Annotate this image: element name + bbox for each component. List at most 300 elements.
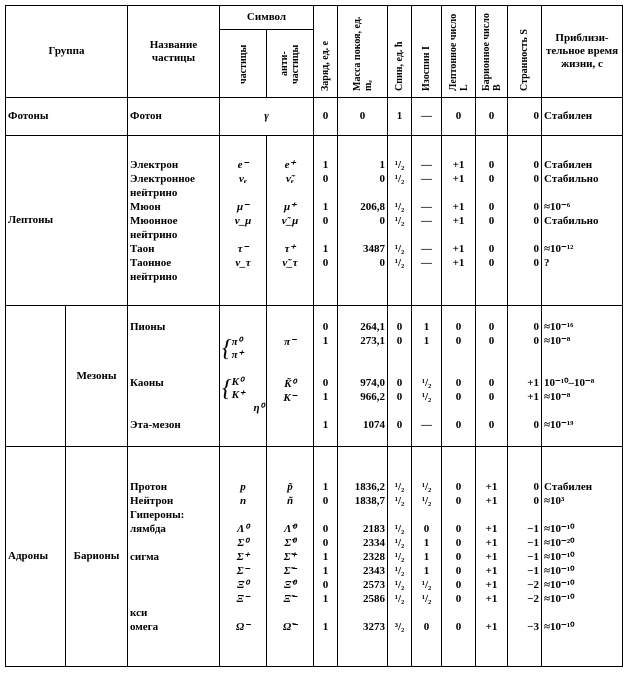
lepton-strangeness-value: 0 <box>533 242 540 255</box>
lepton-name: нейтрино <box>130 186 178 199</box>
baryon-isospin: ¹/₂ <box>421 592 432 605</box>
lepton-names <box>128 136 220 306</box>
baryon-charge <box>316 508 335 522</box>
lepton-charge: 0 <box>322 172 329 185</box>
kminus-symbol: K⁻ <box>283 392 297 404</box>
meson-isospin: 1 <box>423 335 430 347</box>
meson-spin: 0 <box>396 391 403 403</box>
meson-charge: 0 <box>322 321 329 333</box>
baryon-mass: 2573 <box>363 578 386 591</box>
lepton-particle-symbol <box>222 228 264 242</box>
meson-charge: 0 <box>322 377 329 389</box>
lepton-charge <box>316 228 335 242</box>
baryon-strangeness-value <box>510 606 539 620</box>
lepton-charge: 1 <box>322 242 329 255</box>
lepton-lepton-number <box>444 270 473 284</box>
lepton-name: Электронное <box>130 172 195 185</box>
baryon-baryon-number: +1 <box>485 550 498 563</box>
lepton-charge: 0 <box>322 256 329 269</box>
lepton-isospin: — <box>421 172 433 185</box>
eta-symbol: η⁰ <box>253 402 264 414</box>
lepton-particles <box>220 136 267 306</box>
baryon-baryon-number: +1 <box>485 592 498 605</box>
baryon-baryon-number: +1 <box>485 494 498 507</box>
header-isospin: Изоспин I <box>412 6 442 98</box>
meson-strangeness-value: 0 <box>533 419 540 431</box>
lepton-masses <box>338 136 388 306</box>
lepton-spin: ¹/₂ <box>394 172 405 185</box>
lepton-baryon-number: 0 <box>488 158 495 171</box>
baryon-baryon-number: +1 <box>485 522 498 535</box>
lepton-antiparticle-symbol: ν̃ₑ <box>286 172 294 185</box>
baryon-antiparticle-symbol: p̃ <box>287 480 293 493</box>
baryon-lepton-number: 0 <box>455 522 462 535</box>
baryon-strangeness-value <box>510 508 539 522</box>
meson-name-pions: Пионы <box>130 321 166 333</box>
baryon-lifetime: ≈10³ <box>544 494 565 507</box>
baryon-strangeness <box>508 447 542 667</box>
baryon-name: лямбда <box>130 522 166 535</box>
lepton-baryon-number <box>478 270 505 284</box>
baryon-isospin: 0 <box>423 522 430 535</box>
lepton-spin: ¹/₂ <box>394 242 405 255</box>
lepton-strangeness-value: 0 <box>533 200 540 213</box>
lepton-baryon-numbers <box>476 136 508 306</box>
meson-lifetime: 10⁻¹⁰–10⁻⁸ <box>544 377 595 389</box>
lepton-lifetime: ? <box>544 256 550 269</box>
lepton-antiparticles <box>267 136 314 306</box>
photon-lepton: 0 <box>442 98 476 136</box>
lepton-name: Электрон <box>130 158 179 171</box>
lepton-name: Таонное <box>130 256 172 269</box>
baryon-baryon-number <box>478 606 505 620</box>
lepton-mass: 0 <box>379 256 386 269</box>
baryon-name: Протон <box>130 480 168 493</box>
meson-baryon-number: 0 <box>488 419 495 431</box>
baryon-lepton-number: 0 <box>455 578 462 591</box>
header-antiparticle: анти-частицы <box>267 30 314 98</box>
baryon-antiparticles <box>267 447 314 667</box>
meson-baryon-numbers <box>476 306 508 447</box>
lepton-lepton-number <box>444 228 473 242</box>
lepton-baryon-number: 0 <box>488 242 495 255</box>
lepton-baryon-number: 0 <box>488 200 495 213</box>
lepton-baryon-number: 0 <box>488 256 495 269</box>
baryon-charge: 1 <box>322 480 329 493</box>
baryon-name <box>130 592 217 606</box>
lepton-lepton-number: +1 <box>452 200 465 213</box>
baryon-baryon-number: +1 <box>485 536 498 549</box>
meson-names <box>128 306 220 447</box>
baryon-names <box>128 447 220 667</box>
baryon-spin: ¹/₂ <box>394 480 405 493</box>
lepton-antiparticle-symbol <box>269 270 311 284</box>
baryon-lepton-number <box>444 508 473 522</box>
lepton-name: Таон <box>130 242 155 255</box>
baryon-antiparticle-symbol: Σ̃⁺ <box>283 550 297 563</box>
baryon-strangeness-value: −2 <box>527 578 540 591</box>
baryon-isospin: 0 <box>423 620 430 633</box>
k0-anti-symbol: K̃⁰ <box>284 378 296 390</box>
lepton-strangeness-value <box>510 270 539 284</box>
lepton-lifetime: Стабильно <box>544 214 599 227</box>
photon-mass: 0 <box>338 98 388 136</box>
lepton-mass <box>340 228 385 242</box>
lepton-particle-symbol: μ⁻ <box>237 200 249 213</box>
header-symbol: Символ <box>220 6 314 30</box>
lepton-lifetime <box>544 186 620 200</box>
baryon-spin: ¹/₂ <box>394 536 405 549</box>
piplus-symbol: π⁺ <box>231 349 244 361</box>
lepton-spin: ¹/₂ <box>394 214 405 227</box>
lepton-charge: 0 <box>322 214 329 227</box>
header-lepton: Лептонное число L <box>442 6 476 98</box>
meson-isospin: 1 <box>423 321 430 333</box>
baryon-particle-symbol: Ω⁻ <box>235 620 250 633</box>
meson-strangeness-value: 0 <box>533 335 540 347</box>
meson-mass: 273,1 <box>360 335 386 347</box>
baryon-isospin: ¹/₂ <box>421 480 432 493</box>
lepton-charge: 1 <box>322 200 329 213</box>
lepton-particle-symbol: ν_μ <box>234 214 252 227</box>
meson-spin: 0 <box>396 377 403 389</box>
baryon-mass: 2328 <box>363 550 386 563</box>
baryon-mass <box>340 508 385 522</box>
lepton-isospin: — <box>421 242 433 255</box>
lepton-isospin <box>414 270 439 284</box>
lepton-particle-symbol: τ⁻ <box>237 242 249 255</box>
group-leptons: Лептоны <box>6 136 128 306</box>
baryon-lepton-number: 0 <box>455 592 462 605</box>
baryon-name: кси <box>130 606 148 619</box>
lepton-charge: 1 <box>322 158 329 171</box>
baryon-lifetime: ≈10⁻¹⁰ <box>544 564 575 577</box>
baryon-lifetime <box>544 508 620 522</box>
meson-charge: 1 <box>322 419 329 431</box>
baryon-name <box>130 536 217 550</box>
meson-lepton-number: 0 <box>455 321 462 333</box>
baryon-strangeness-value: 0 <box>533 494 540 507</box>
lepton-antiparticle-symbol: e⁺ <box>284 158 296 171</box>
group-adrons: Адроны <box>6 447 66 667</box>
baryon-spin: ¹/₂ <box>394 550 405 563</box>
photon-isospin: — <box>412 98 442 136</box>
lepton-name: Мюонное <box>130 214 178 227</box>
meson-spin: 0 <box>396 419 403 431</box>
meson-mass: 974,0 <box>360 377 386 389</box>
baryon-strangeness-value: −1 <box>527 536 540 549</box>
header-spin: Спин, ед. ħ <box>388 6 412 98</box>
baryon-particle-symbol: p <box>240 480 246 493</box>
header-strangeness: Странность S <box>508 6 542 98</box>
lepton-lepton-number: +1 <box>452 214 465 227</box>
meson-lepton-numbers <box>442 306 476 447</box>
pion-brace: { <box>222 336 232 362</box>
baryon-lepton-number: 0 <box>455 620 462 633</box>
lepton-lepton-number <box>444 186 473 200</box>
meson-lepton-number: 0 <box>455 391 462 403</box>
photon-baryon: 0 <box>476 98 508 136</box>
baryon-antiparticle-symbol: ñ <box>286 494 294 507</box>
baryon-isospins <box>412 447 442 667</box>
baryon-particle-symbol: Ξ⁻ <box>236 592 250 605</box>
meson-mass: 966,2 <box>360 391 386 403</box>
lepton-charge <box>316 186 335 200</box>
lepton-strangeness-value: 0 <box>533 158 540 171</box>
lepton-name: нейтрино <box>130 270 178 283</box>
baryon-antiparticle-symbol: Ω̃⁻ <box>283 620 298 633</box>
meson-lifetimes <box>542 306 623 447</box>
baryon-particles <box>220 447 267 667</box>
lepton-spin <box>390 186 409 200</box>
kaon-brace: { <box>222 376 232 402</box>
lepton-baryon-number <box>478 186 505 200</box>
lepton-lifetime: Стабильно <box>544 172 599 185</box>
lepton-baryon-number: 0 <box>488 172 495 185</box>
lepton-baryon-number: 0 <box>488 214 495 227</box>
lepton-strangeness-value: 0 <box>533 256 540 269</box>
baryon-lepton-number: 0 <box>455 550 462 563</box>
baryon-mass: 1838,7 <box>354 494 386 507</box>
lepton-lifetime: ≈10⁻⁶ <box>544 200 571 213</box>
baryon-particle-symbol: Σ⁺ <box>236 550 250 563</box>
meson-charges <box>314 306 338 447</box>
baryon-baryon-numbers <box>476 447 508 667</box>
meson-spin: 0 <box>396 321 403 333</box>
lepton-lepton-number: +1 <box>452 172 465 185</box>
baryon-lifetimes <box>542 447 623 667</box>
baryon-mass: 3273 <box>363 620 386 633</box>
baryon-lepton-numbers <box>442 447 476 667</box>
baryon-isospin: ¹/₂ <box>421 494 432 507</box>
particle-table <box>5 5 623 667</box>
baryon-spin: ¹/₂ <box>394 494 405 507</box>
baryon-mass: 2334 <box>363 536 386 549</box>
baryon-mass: 2586 <box>363 592 386 605</box>
lepton-isospin: — <box>421 256 433 269</box>
pi0-symbol: π⁰ <box>231 336 243 348</box>
baryon-charge: 0 <box>322 536 329 549</box>
lepton-spin: ¹/₂ <box>394 158 405 171</box>
group-baryons: Барионы <box>66 447 128 667</box>
baryon-antiparticle-symbol: Ξ̃⁰ <box>284 578 296 591</box>
header-lifetime: Приблизи-тельное время жизни, с <box>542 6 623 98</box>
photon-name: Фотон <box>128 98 220 136</box>
meson-spins <box>388 306 412 447</box>
baryon-lifetime: ≈10⁻¹⁰ <box>544 522 575 535</box>
baryon-charges <box>314 447 338 667</box>
photon-symbol: γ <box>220 98 314 136</box>
lepton-mass: 1 <box>379 158 386 171</box>
baryon-isospin <box>414 508 439 522</box>
baryon-name: сигма <box>130 550 159 563</box>
baryon-strangeness-value: −3 <box>527 620 540 633</box>
baryon-strangeness-value: −1 <box>527 522 540 535</box>
meson-name-eta: Эта-мезон <box>130 419 181 431</box>
lepton-spin <box>390 270 409 284</box>
header-name: Название частицы <box>128 6 220 98</box>
baryon-charge <box>316 606 335 620</box>
baryon-baryon-number <box>478 508 505 522</box>
baryon-strangeness-value: −2 <box>527 592 540 605</box>
meson-particles <box>220 306 267 447</box>
baryon-charge: 1 <box>322 620 329 633</box>
lepton-antiparticle-symbol: μ⁺ <box>284 200 296 213</box>
baryon-name: Нейтрон <box>130 494 174 507</box>
lepton-particle-symbol: νₑ <box>239 172 247 185</box>
meson-strangeness <box>508 306 542 447</box>
baryon-name: Гипероны: <box>130 508 185 521</box>
baryon-strangeness-value: −1 <box>527 550 540 563</box>
lepton-mass <box>340 186 385 200</box>
meson-lepton-number: 0 <box>455 419 462 431</box>
baryon-charge: 1 <box>322 592 329 605</box>
piminus-symbol: π⁻ <box>284 336 296 348</box>
baryon-particle-symbol: Ξ⁰ <box>237 578 249 591</box>
meson-lepton-number: 0 <box>455 335 462 347</box>
baryon-baryon-number: +1 <box>485 578 498 591</box>
baryons-block <box>6 447 623 667</box>
meson-mass: 1074 <box>363 419 386 431</box>
lepton-antiparticle-symbol: ν̃_τ <box>282 256 298 269</box>
baryon-baryon-number: +1 <box>485 620 498 633</box>
baryon-lifetime: Стабилен <box>544 480 593 493</box>
lepton-lifetime <box>544 228 620 242</box>
lepton-particle-symbol: ν_τ <box>235 256 251 269</box>
baryon-antiparticle-symbol <box>269 508 311 522</box>
group-mesons: Мезоны <box>66 306 128 447</box>
baryon-lepton-number: 0 <box>455 480 462 493</box>
lepton-charges <box>314 136 338 306</box>
baryon-antiparticle-symbol: Σ̃⁰ <box>284 536 296 549</box>
meson-baryon-number: 0 <box>488 377 495 389</box>
baryon-particle-symbol: Σ⁰ <box>237 536 249 549</box>
baryon-mass <box>340 606 385 620</box>
lepton-antiparticle-symbol <box>269 186 311 200</box>
baryon-baryon-number: +1 <box>485 480 498 493</box>
baryon-lepton-number <box>444 606 473 620</box>
baryon-isospin: 1 <box>423 564 430 577</box>
baryon-isospin <box>414 606 439 620</box>
baryon-antiparticle-symbol <box>269 606 311 620</box>
photon-strangeness: 0 <box>508 98 542 136</box>
lepton-lepton-numbers <box>442 136 476 306</box>
baryon-lifetime <box>544 606 620 620</box>
baryon-mass: 1836,2 <box>354 480 386 493</box>
baryon-isospin: ¹/₂ <box>421 578 432 591</box>
baryon-spin <box>390 508 409 522</box>
baryon-lepton-number: 0 <box>455 564 462 577</box>
baryon-particle-symbol <box>222 508 264 522</box>
baryon-charge: 0 <box>322 522 329 535</box>
header-particle: частицы <box>220 30 267 98</box>
baryon-mass: 2343 <box>363 564 386 577</box>
header-baryon: Барионное число B <box>476 6 508 98</box>
baryon-name: омега <box>130 620 159 633</box>
baryon-charge: 0 <box>322 494 329 507</box>
lepton-particle-symbol <box>222 270 264 284</box>
photon-spin: 1 <box>388 98 412 136</box>
lepton-mass: 3487 <box>363 242 386 255</box>
photon-row <box>6 98 623 136</box>
meson-isospin: ¹/₂ <box>421 391 432 403</box>
meson-isospin: — <box>421 419 433 431</box>
baryon-antiparticle-symbol: Λ̃⁰ <box>284 522 296 535</box>
meson-baryon-number: 0 <box>488 321 495 333</box>
meson-lifetime: ≈10⁻⁸ <box>544 335 571 347</box>
meson-lifetime: ≈10⁻¹⁶ <box>544 321 574 333</box>
baryon-lifetime: ≈10⁻¹⁰ <box>544 578 575 591</box>
meson-strangeness-value: +1 <box>527 377 540 389</box>
baryon-particle-symbol: n <box>239 494 247 507</box>
baryon-name <box>130 564 217 578</box>
baryon-name <box>130 578 217 592</box>
lepton-antiparticle-symbol: τ⁺ <box>284 242 296 255</box>
baryon-spin: ³/₂ <box>394 620 405 633</box>
baryon-particle-symbol <box>222 606 264 620</box>
baryon-lepton-number: 0 <box>455 536 462 549</box>
photon-charge: 0 <box>314 98 338 136</box>
header-group: Группа <box>6 6 128 98</box>
lepton-particle-symbol: e⁻ <box>237 158 249 171</box>
meson-charge: 1 <box>322 391 329 403</box>
baryon-lepton-number: 0 <box>455 494 462 507</box>
meson-spin: 0 <box>396 335 403 347</box>
lepton-strangeness-value <box>510 228 539 242</box>
baryon-spin: ¹/₂ <box>394 578 405 591</box>
meson-masses <box>338 306 388 447</box>
lepton-isospin: — <box>421 158 433 171</box>
lepton-lepton-number: +1 <box>452 242 465 255</box>
leptons-block <box>6 136 623 306</box>
baryon-isospin: 1 <box>423 536 430 549</box>
baryon-spin: ¹/₂ <box>394 592 405 605</box>
baryon-spin: ¹/₂ <box>394 564 405 577</box>
lepton-antiparticle-symbol: ν̃_μ <box>281 214 299 227</box>
meson-strangeness-value: 0 <box>533 321 540 333</box>
baryon-spin: ¹/₂ <box>394 522 405 535</box>
baryon-spin <box>390 606 409 620</box>
lepton-mass: 0 <box>379 214 386 227</box>
meson-name-kaons: Каоны <box>130 377 164 389</box>
baryon-particle-symbol: Σ⁻ <box>236 564 250 577</box>
baryon-lifetime: ≈10⁻²⁰ <box>544 536 575 549</box>
lepton-spins <box>388 136 412 306</box>
meson-strangeness-value: +1 <box>527 391 540 403</box>
lepton-isospins <box>412 136 442 306</box>
meson-isospin: ¹/₂ <box>421 377 432 389</box>
baryon-antiparticle-symbol: Ξ̃⁻ <box>283 592 297 605</box>
baryon-lifetime: ≈10⁻¹⁰ <box>544 550 575 563</box>
header-mass: Масса покоя, ед. mₑ <box>338 6 388 98</box>
mesons-block <box>6 306 623 447</box>
baryon-strangeness-value: −1 <box>527 564 540 577</box>
lepton-lifetimes <box>542 136 623 306</box>
lepton-strangeness-value: 0 <box>533 172 540 185</box>
meson-baryon-number: 0 <box>488 335 495 347</box>
baryon-charge: 1 <box>322 550 329 563</box>
lepton-isospin <box>414 186 439 200</box>
lepton-mass: 206,8 <box>360 200 386 213</box>
meson-charge: 1 <box>322 335 329 347</box>
lepton-charge <box>316 270 335 284</box>
lepton-isospin: — <box>421 200 433 213</box>
baryon-spins <box>388 447 412 667</box>
baryon-isospin: 1 <box>423 550 430 563</box>
lepton-lifetime: ≈10⁻¹² <box>544 242 574 255</box>
baryon-antiparticle-symbol: Σ̃⁻ <box>283 564 297 577</box>
lepton-strangeness <box>508 136 542 306</box>
